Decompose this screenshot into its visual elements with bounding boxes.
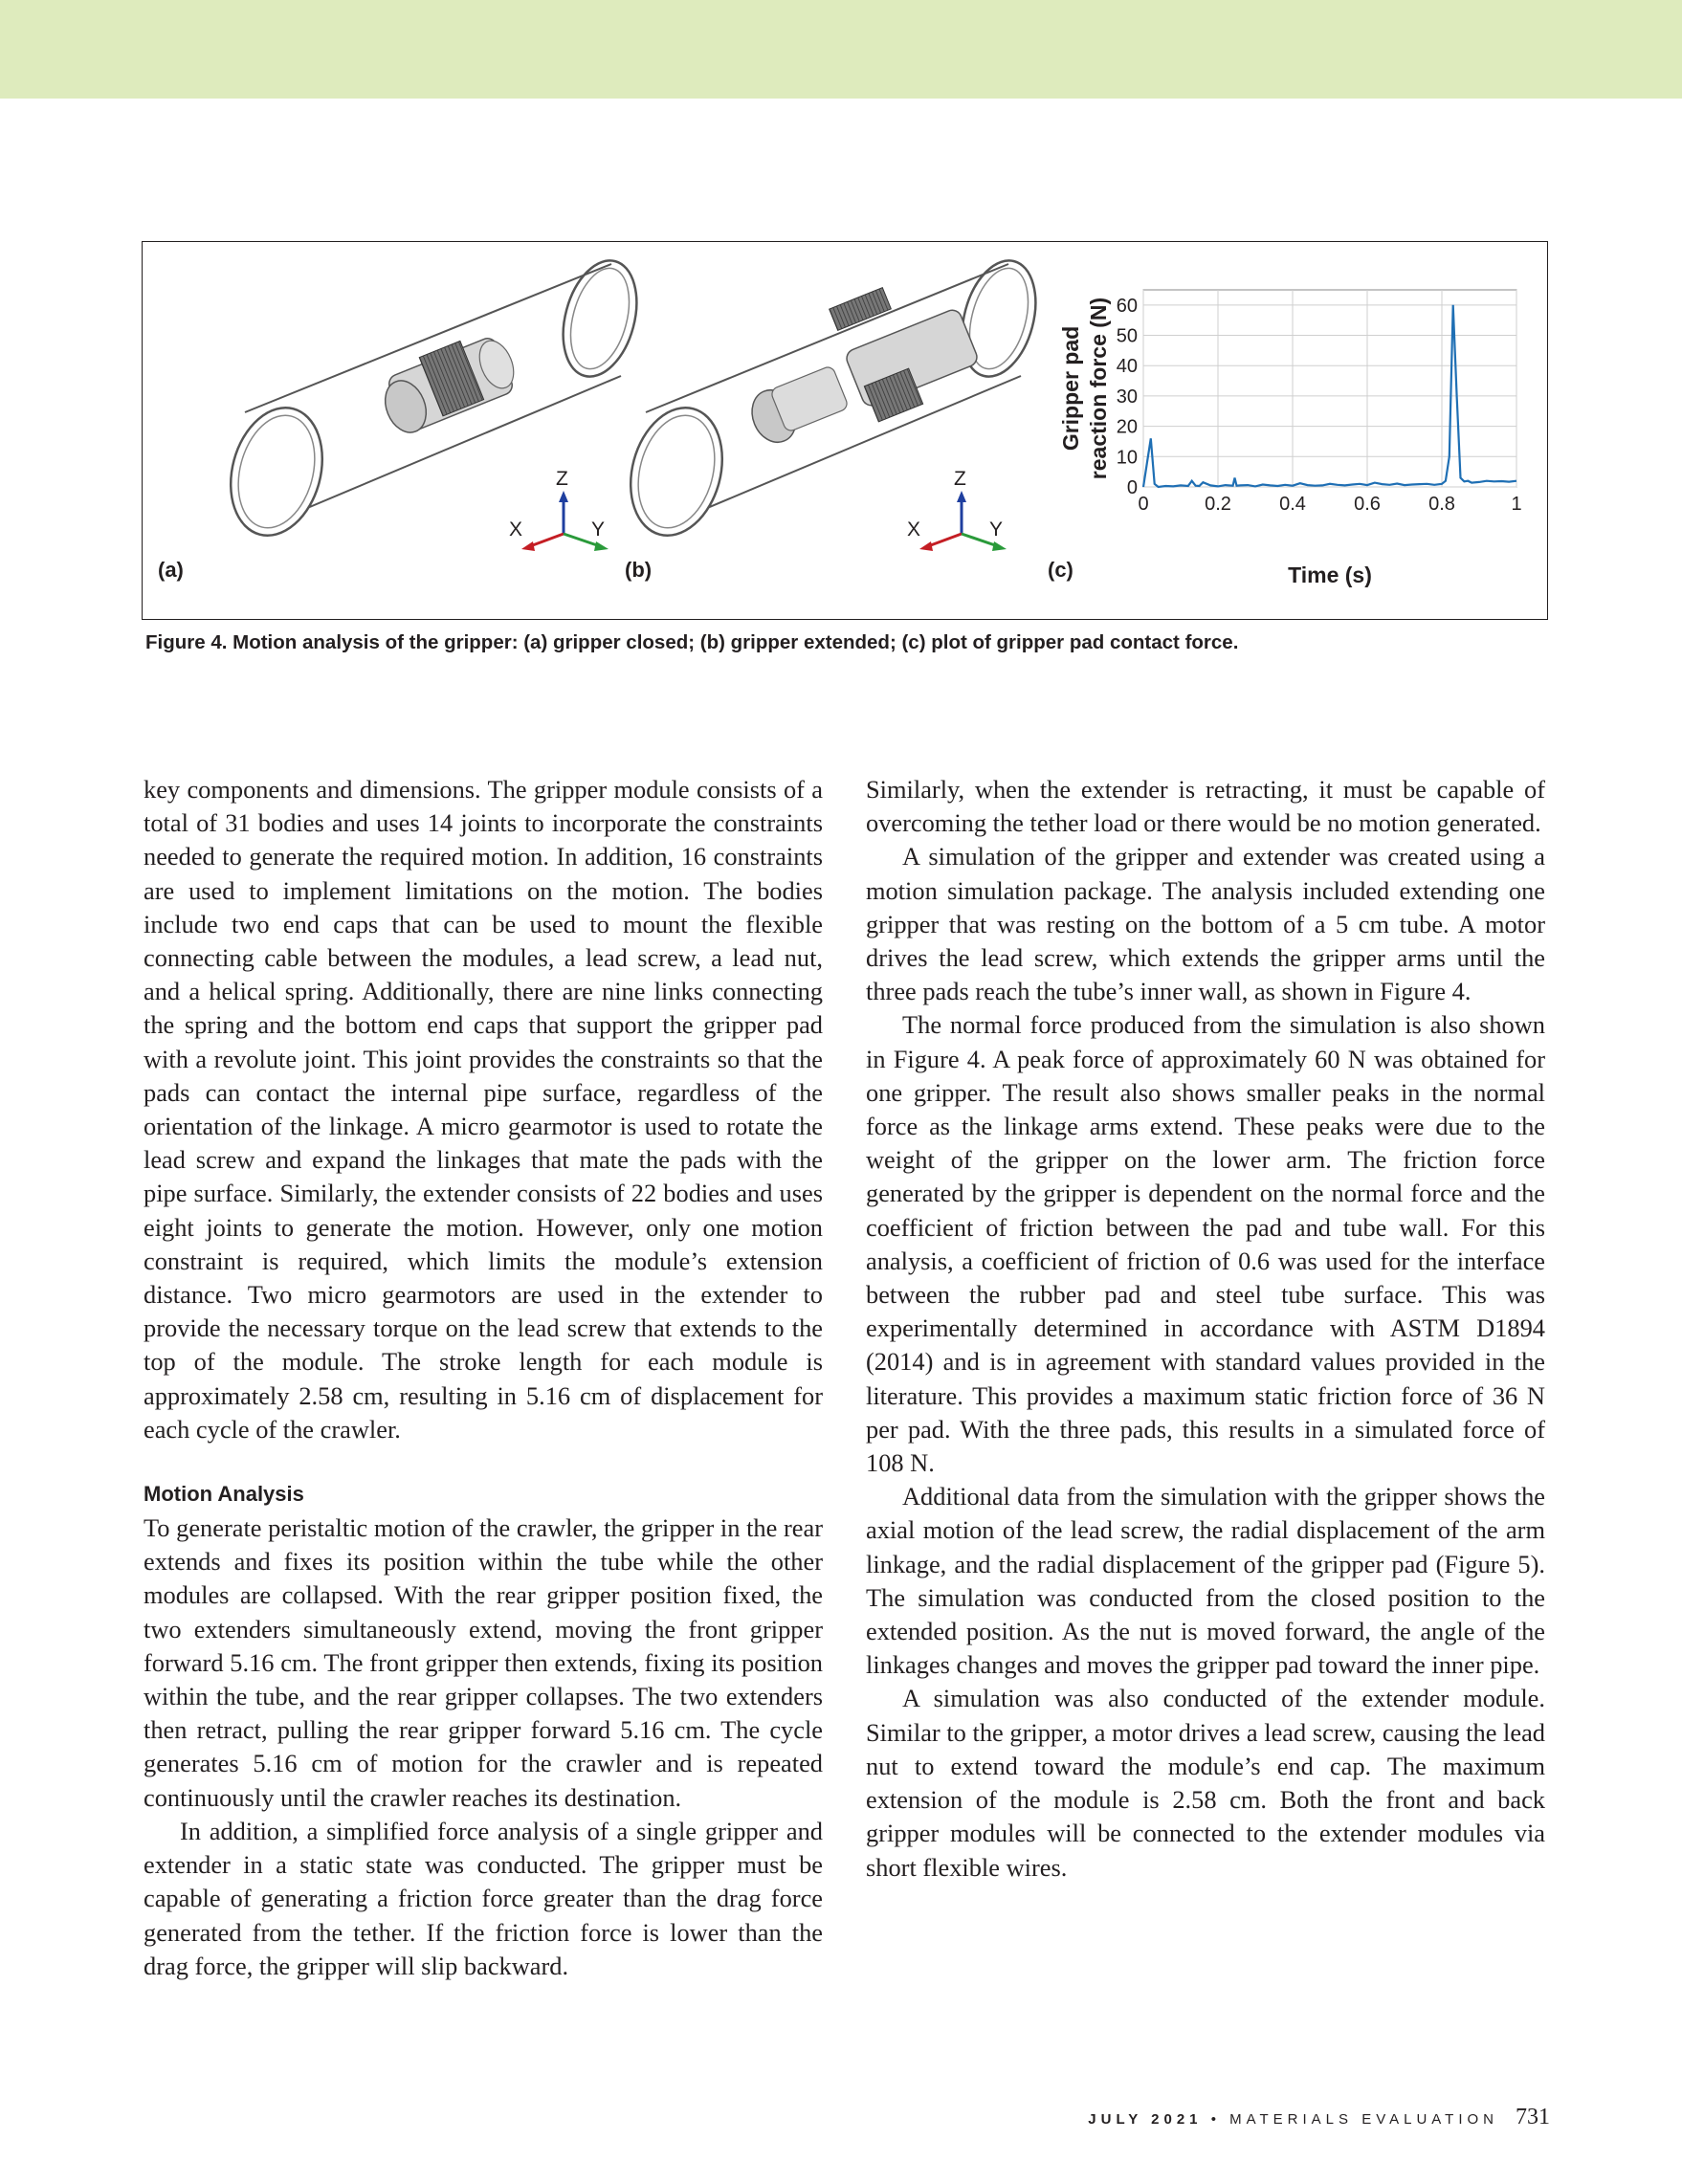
- triad-a-y-label: Y: [591, 518, 606, 540]
- chart-x-tick-labels: [1138, 494, 1521, 515]
- chart-x-tick-label: 0.8: [1428, 494, 1455, 515]
- paragraph: Additional data from the simulation with the gripper shows the axial motion of the lead screw, the radial displacement of the arm linkage, and the radial displacement of the gripper pad (Figure 5). The simulation was conducted from the closed position to the extended position. As the nut is moved forward, the angle of the linkages changes and moves the gripper pad toward the inner pipe.: [866, 1482, 1545, 1680]
- figure-caption: Figure 4. Motion analysis of the gripper: (a) gripper closed; (b) gripper extended; (c) plot of gripper pad contact force.: [145, 631, 1239, 653]
- header-color-band: [0, 0, 1682, 99]
- paragraph: In addition, a simplified force analysis of a single gripper and extender in a static state was conducted. The gripper must be capable of generating a friction force greater than the drag force generated from the tether. If the friction force is lower than the drag force, the gripper will slip backward.: [144, 1816, 823, 1980]
- chart-x-tick-label: 0.6: [1354, 494, 1381, 515]
- chart-y-axis-label-line2: reaction force (N): [1086, 297, 1111, 480]
- chart-y-tick-label: 60: [1116, 295, 1138, 317]
- chart-y-tick-label: 10: [1116, 447, 1138, 469]
- chart-y-tick-label: 50: [1116, 325, 1138, 347]
- triad-b-y-label: Y: [989, 518, 1004, 540]
- footer-date: JULY 2021: [1088, 2111, 1203, 2128]
- triad-a-x-label: X: [509, 518, 523, 540]
- panel-a-label: (a): [158, 558, 184, 582]
- paragraph: key components and dimensions. The gripper module consists of a total of 31 bodies and uses 14 joints to incorporate the constraints needed to generate the required motion. In addition, 16 constraints are used to implement limitations on the motion. The bodies include two end caps that can be used to mount the flexible connecting cable between the modules, a lead screw, a lead nut, and a helical spring. Additionally, there are nine links connecting the spring and the bottom end caps that support the gripper pad with a revolute joint. This joint provides the constraints so that the pads can contact the internal pipe surface, regardless of the orientation of the linkage. A micro gearmotor is used to rotate the lead screw and expand the linkages that mate the pads with the pipe surface. Similarly, the extender consists of 22 bodies and uses eight joints to generate the motion. However, only one motion constraint is required, which limits the module’s extension distance. Two micro gearmotors are used in the extender to provide the necessary torque on the lead screw that extends to the top of the module. The stroke length for each module is approximately 2.58 cm, resulting in 5.16 cm of displacement for each cycle of the crawler.: [144, 775, 823, 1444]
- chart-y-tick-label: 30: [1116, 386, 1138, 408]
- left-column: [144, 773, 823, 1983]
- figure-4: [142, 241, 1548, 620]
- paragraph: The normal force produced from the simulation is also shown in Figure 4. A peak force of approximately 60 N was obtained for one gripper. The result also shows smaller peaks in the normal force as the linkage arms extend. These peaks were due to the weight of the gripper on the lower arm. The friction force generated by the gripper is dependent on the normal force and the coefficient of friction between the pad and tube wall. For this analysis, a coefficient of friction of 0.6 was used for the interface between the rubber pad and steel tube surface. This was experimentally determined in accordance with ASTM D1894 (2014) and is in agreement with standard values provided in the literature. This provides a maximum static friction force of 36 N per pad. With the three pads, this results in a simulated force of 108 N.: [866, 1010, 1545, 1478]
- paragraph: A simulation was also conducted of the extender module. Similar to the gripper, a motor drives a lead screw, causing the lead nut to extend toward the module’s end cap. The maximum extension of the module is 2.58 cm. Both the front and back gripper modules will be connected to the extender modules via short flexible wires.: [866, 1684, 1545, 1882]
- triad-b-z-label: Z: [954, 468, 966, 490]
- gripper-closed-body: [378, 336, 520, 439]
- tube-gripper-extended: [617, 253, 1048, 546]
- chart-x-tick-label: 0.4: [1279, 494, 1306, 515]
- page-footer: [957, 2105, 1550, 2130]
- triad-a-z-label: Z: [556, 468, 568, 490]
- figure-drawings: [143, 242, 1549, 621]
- triad-b-x-label: X: [907, 518, 921, 540]
- chart-x-tick-label: 1: [1511, 494, 1522, 515]
- section-heading: Motion Analysis: [144, 1482, 304, 1507]
- footer-bullet: •: [1210, 2111, 1221, 2128]
- tube-gripper-closed: [217, 253, 649, 546]
- panel-b-label: (b): [625, 558, 653, 582]
- chart-y-tick-label: 40: [1116, 356, 1138, 378]
- chart-x-tick-label: 0.2: [1205, 494, 1231, 515]
- force-chart: [1058, 290, 1522, 587]
- page-number: 731: [1516, 2105, 1550, 2129]
- right-column: [866, 773, 1545, 1885]
- chart-y-tick-label: 0: [1126, 477, 1138, 498]
- chart-y-tick-label: 20: [1116, 416, 1138, 438]
- paragraph: A simulation of the gripper and extender was created using a motion simulation package. The analysis included extending one gripper that was resting on the bottom of a 5 cm tube. A motor drives the lead screw, which extends the gripper arms until the three pads reach the tube’s inner wall, as shown in Figure 4.: [866, 842, 1545, 1006]
- chart-x-axis-label: Time (s): [1288, 563, 1372, 587]
- chart-y-axis-label: Gripper pad: [1058, 325, 1083, 452]
- panel-c-label: (c): [1048, 558, 1073, 582]
- paragraph: Similarly, when the extender is retracting, it must be capable of overcoming the tether load or there would be no motion generated.: [866, 775, 1545, 838]
- chart-y-tick-labels: [1117, 296, 1138, 498]
- footer-journal: [1088, 2111, 1498, 2128]
- gripper-extended-body: [744, 288, 980, 450]
- chart-x-tick-label: 0: [1138, 494, 1149, 515]
- footer-journal-name: MATERIALS EVALUATION: [1229, 2111, 1498, 2128]
- paragraph: To generate peristaltic motion of the crawler, the gripper in the rear extends and fixes its position within the tube while the other modules are collapsed. With the rear gripper position fixed, the two extenders simultaneously extend, moving the front gripper forward 5.16 cm. The front gripper then extends, fixing its position within the tube, and the rear gripper collapses. The two extenders then retract, pulling the rear gripper forward 5.16 cm. The cycle generates 5.16 cm of motion for the crawler and is repeated continuously until the crawler reaches its destination.: [144, 1513, 823, 1812]
